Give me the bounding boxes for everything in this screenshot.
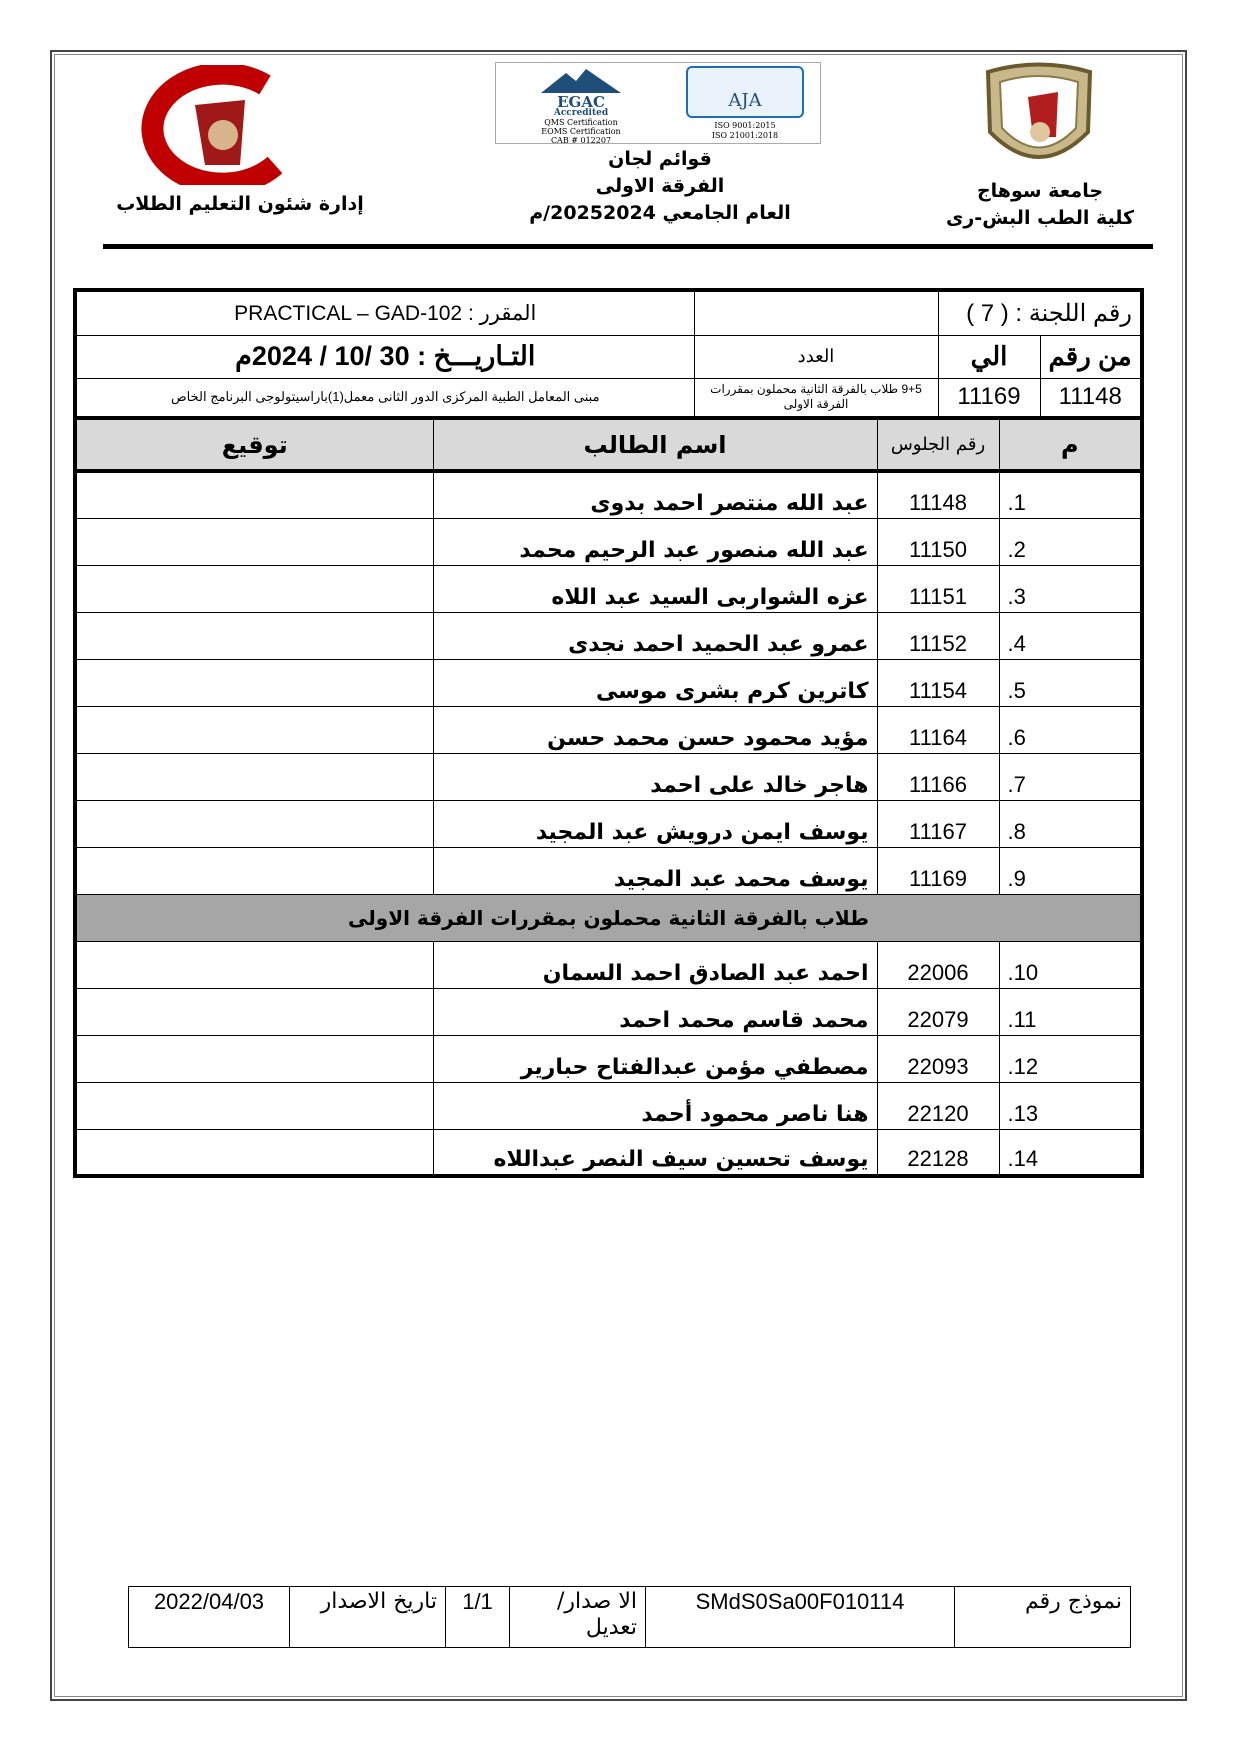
student-name: يوسف تحسين سيف النصر عبداللاه (433, 1129, 877, 1176)
row-index: 8. (999, 800, 1142, 847)
student-row (75, 471, 1142, 518)
row-index: 3. (999, 565, 1142, 612)
from-value: 11148 (1040, 378, 1142, 418)
iso-line: ISO 21001:2018 (711, 131, 779, 140)
signature-cell[interactable] (75, 706, 433, 753)
egac-text: EGAC (557, 93, 605, 111)
row-index: 12. (999, 1035, 1142, 1082)
blank-cell (694, 290, 938, 335)
col-seat: رقم الجلوس (877, 418, 999, 471)
row-index: 4. (999, 612, 1142, 659)
exam-location: مبنى المعامل الطبية المركزى الدور الثانى معمل(1)باراسيتولوجى البرنامج الخاص (75, 378, 694, 418)
form-footer (128, 1586, 1131, 1648)
student-name: هنا ناصر محمود أحمد (433, 1082, 877, 1129)
form-number-value: SMdS0Sa00F010114 (646, 1587, 955, 1648)
university-line: جامعة سوهاج (976, 180, 1104, 202)
student-row (75, 847, 1142, 894)
row-index: 1. (999, 471, 1142, 518)
signature-cell[interactable] (75, 941, 433, 988)
student-row (75, 753, 1142, 800)
to-value: 11169 (938, 378, 1040, 418)
seat-number: 22120 (877, 1082, 999, 1129)
form-number-label: نموذج رقم (955, 1587, 1131, 1648)
committee-number: رقم اللجنة : ( 7 ) (938, 290, 1142, 335)
signature-cell[interactable] (75, 659, 433, 706)
student-name: يوسف محمد عبد المجيد (433, 847, 877, 894)
count-label: العدد (694, 335, 938, 378)
signature-cell[interactable] (75, 471, 433, 518)
student-row (75, 612, 1142, 659)
student-row (75, 1035, 1142, 1082)
signature-cell[interactable] (75, 1082, 433, 1129)
year-level-line: الفرقة الاولى (595, 175, 725, 197)
seat-number: 11151 (877, 565, 999, 612)
row-index: 10. (999, 941, 1142, 988)
date-label: التـاريـــخ : (417, 341, 536, 371)
to-label: الي (938, 335, 1040, 378)
student-row (75, 988, 1142, 1035)
signature-cell[interactable] (75, 565, 433, 612)
count-value: 9+5 طلاب بالفرقة الثانية محملون بمقررات الفرقة الاولى (694, 378, 938, 418)
egac-line: EOMS Certification (541, 127, 621, 136)
student-row (75, 706, 1142, 753)
row-index: 11. (999, 988, 1142, 1035)
academic-year-line: العام الجامعي 20252024/م (529, 202, 791, 224)
row-index: 6. (999, 706, 1142, 753)
university-name (940, 178, 1140, 232)
row-index: 7. (999, 753, 1142, 800)
aja-iso (686, 121, 804, 141)
egac-line: CAB # 012207 (550, 136, 612, 145)
document-title (480, 146, 840, 227)
issue-value: 1/1 (446, 1587, 510, 1648)
student-name: محمد قاسم محمد احمد (433, 988, 877, 1035)
student-name: مصطفي مؤمن عبدالفتاح حبارير (433, 1035, 877, 1082)
col-signature: توقيع (75, 418, 433, 471)
student-row (75, 518, 1142, 565)
section-header: طلاب بالفرقة الثانية محملون بمقررات الفرقة الاولى (75, 894, 1142, 941)
student-name: عزه الشواربى السيد عبد اللاه (433, 565, 877, 612)
date-value: 30 /10 / 2024م (235, 341, 410, 371)
seat-number: 11169 (877, 847, 999, 894)
row-index: 5. (999, 659, 1142, 706)
student-affairs-dept: إدارة شئون التعليم الطلاب (116, 193, 364, 215)
student-name: كاترين كرم بشرى موسى (433, 659, 877, 706)
signature-cell[interactable] (75, 518, 433, 565)
student-row (75, 941, 1142, 988)
egac-line: QMS Certification (544, 118, 618, 127)
signature-cell[interactable] (75, 1129, 433, 1176)
signature-cell[interactable] (75, 753, 433, 800)
date-cell (75, 335, 694, 378)
seat-number: 22006 (877, 941, 999, 988)
header-divider (103, 244, 1153, 249)
signature-cell[interactable] (75, 612, 433, 659)
student-name: عبد الله منصور عبد الرحيم محمد (433, 518, 877, 565)
student-name: هاجر خالد على احمد (433, 753, 877, 800)
student-name: يوسف ايمن درويش عبد المجيد (433, 800, 877, 847)
signature-cell[interactable] (75, 800, 433, 847)
committee-info-table (73, 288, 1144, 420)
seat-number: 11152 (877, 612, 999, 659)
from-label: من رقم (1040, 335, 1142, 378)
student-name: عمرو عبد الحميد احمد نجدى (433, 612, 877, 659)
egac-logo (506, 67, 656, 145)
issue-label: الا صدار/تعديل (510, 1587, 646, 1648)
course-value: PRACTICAL – GAD-102 (234, 301, 463, 325)
seat-number: 22093 (877, 1035, 999, 1082)
col-name: اسم الطالب (433, 418, 877, 471)
seat-number: 11150 (877, 518, 999, 565)
student-name: عبد الله منتصر احمد بدوى (433, 471, 877, 518)
faculty-of-medicine-logo (115, 65, 315, 185)
faculty-line: كلية الطب البش-رى (945, 207, 1135, 229)
issue-date-value: 2022/04/03 (129, 1587, 290, 1648)
seat-number: 11148 (877, 471, 999, 518)
course-cell (75, 290, 694, 335)
title-line: قوائم لجان (608, 148, 712, 170)
row-index: 2. (999, 518, 1142, 565)
certification-badge (495, 62, 821, 144)
sohag-university-seal (978, 62, 1100, 174)
student-row (75, 565, 1142, 612)
signature-cell[interactable] (75, 988, 433, 1035)
student-row (75, 800, 1142, 847)
row-index: 9. (999, 847, 1142, 894)
seat-number: 22128 (877, 1129, 999, 1176)
row-index: 13. (999, 1082, 1142, 1129)
col-index: م (999, 418, 1142, 471)
seat-number: 11164 (877, 706, 999, 753)
student-name: مؤيد محمود حسن محمد حسن (433, 706, 877, 753)
students-table (73, 416, 1144, 1178)
student-row (75, 1129, 1142, 1176)
seat-number: 11166 (877, 753, 999, 800)
student-row (75, 659, 1142, 706)
signature-cell[interactable] (75, 847, 433, 894)
signature-cell[interactable] (75, 1035, 433, 1082)
seat-number: 22079 (877, 988, 999, 1035)
seat-number: 11167 (877, 800, 999, 847)
aja-logo: AJA (686, 66, 804, 118)
iso-line: ISO 9001:2015 (714, 121, 776, 130)
issue-date-label: تاريخ الاصدار (290, 1587, 446, 1648)
student-row (75, 1082, 1142, 1129)
egac-accredited: Accredited (553, 108, 609, 118)
student-name: احمد عبد الصادق احمد السمان (433, 941, 877, 988)
course-label: المقرر : (467, 301, 537, 325)
row-index: 14. (999, 1129, 1142, 1176)
seat-number: 11154 (877, 659, 999, 706)
